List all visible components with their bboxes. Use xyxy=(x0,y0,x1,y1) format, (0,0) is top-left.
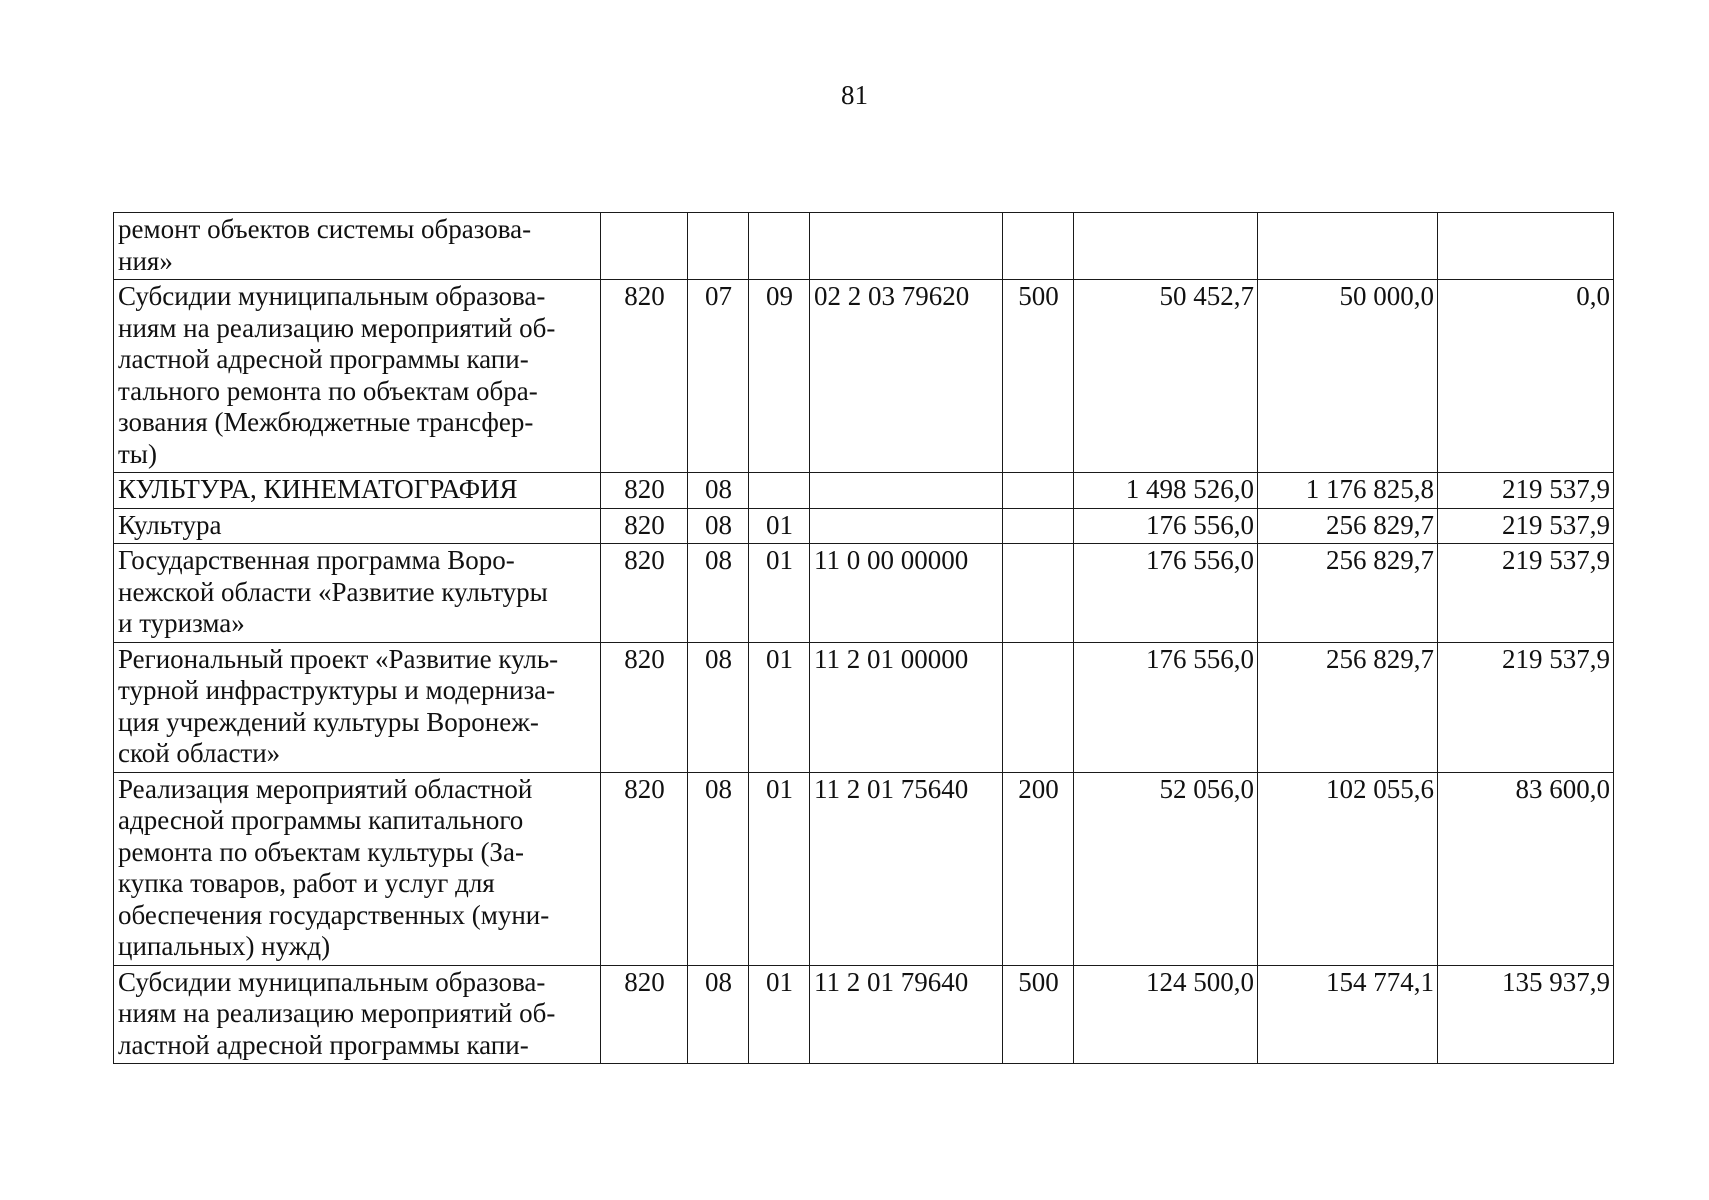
cell-section xyxy=(688,213,749,280)
table-body xyxy=(114,213,1614,1064)
cell-subsection: 01 xyxy=(749,772,810,965)
cell-description xyxy=(114,642,601,772)
cell-expense-type: 500 xyxy=(1003,965,1074,1064)
cell-amount-1: 1 498 526,0 xyxy=(1074,473,1258,509)
table-row xyxy=(114,473,1614,509)
cell-amount-1: 124 500,0 xyxy=(1074,965,1258,1064)
cell-amount-2: 256 829,7 xyxy=(1258,508,1438,544)
table-row xyxy=(114,508,1614,544)
cell-amount-3 xyxy=(1438,213,1614,280)
cell-amount-3: 219 537,9 xyxy=(1438,544,1614,643)
description-line: ремонта по объектам культуры (За- xyxy=(118,836,524,867)
table-row xyxy=(114,772,1614,965)
description-line: ластной адресной программы капи- xyxy=(118,344,529,374)
cell-amount-1 xyxy=(1074,213,1258,280)
cell-ved: 820 xyxy=(601,473,688,509)
description-line: КУЛЬТУРА, КИНЕМАТОГРАФИЯ xyxy=(118,474,518,504)
cell-amount-2: 102 055,6 xyxy=(1258,772,1438,965)
description-line: и туризма» xyxy=(118,608,245,638)
description-line: ремонт объектов системы образова- xyxy=(118,214,532,244)
cell-subsection xyxy=(749,473,810,509)
description-line: ниям на реализацию мероприятий об- xyxy=(118,312,556,343)
cell-ved: 820 xyxy=(601,965,688,1064)
cell-ved: 820 xyxy=(601,544,688,643)
description-line: ния» xyxy=(118,245,173,276)
cell-description xyxy=(114,544,601,643)
cell-target-article: 11 2 01 75640 xyxy=(810,772,1003,965)
description-line: ской области» xyxy=(118,738,281,768)
description-line: Культура xyxy=(118,509,222,540)
cell-ved: 820 xyxy=(601,642,688,772)
cell-ved: 820 xyxy=(601,508,688,544)
cell-subsection: 01 xyxy=(749,965,810,1064)
cell-subsection: 01 xyxy=(749,544,810,643)
cell-amount-1: 176 556,0 xyxy=(1074,544,1258,643)
cell-amount-3: 219 537,9 xyxy=(1438,508,1614,544)
cell-amount-1: 176 556,0 xyxy=(1074,642,1258,772)
cell-target-article: 11 0 00 00000 xyxy=(810,544,1003,643)
cell-target-article: 11 2 01 00000 xyxy=(810,642,1003,772)
cell-section: 08 xyxy=(688,508,749,544)
cell-target-article: 11 2 01 79640 xyxy=(810,965,1003,1064)
description-line: тального ремонта по объектам обра- xyxy=(118,375,538,406)
table-row xyxy=(114,544,1614,643)
description-line: ластной адресной программы капи- xyxy=(118,1029,529,1060)
table-row xyxy=(114,642,1614,772)
cell-subsection: 01 xyxy=(749,642,810,772)
cell-amount-2 xyxy=(1258,213,1438,280)
cell-target-article xyxy=(810,508,1003,544)
cell-ved: 820 xyxy=(601,772,688,965)
table-row xyxy=(114,280,1614,473)
budget-table xyxy=(113,212,1614,1064)
description-line: ты) xyxy=(118,438,157,469)
cell-ved xyxy=(601,213,688,280)
description-line: нежской области «Развитие культуры xyxy=(118,576,548,607)
description-line: Субсидии муниципальным образова- xyxy=(118,966,546,997)
cell-target-article: 02 2 03 79620 xyxy=(810,280,1003,473)
cell-amount-3: 219 537,9 xyxy=(1438,642,1614,772)
cell-target-article xyxy=(810,213,1003,280)
cell-expense-type xyxy=(1003,213,1074,280)
cell-target-article xyxy=(810,473,1003,509)
cell-description xyxy=(114,772,601,965)
description-line: обеспечения государственных (муни- xyxy=(118,899,550,930)
table-row xyxy=(114,213,1614,280)
description-line: Региональный проект «Развитие куль- xyxy=(118,643,559,674)
description-line: ципальных) нужд) xyxy=(118,931,331,961)
cell-section: 08 xyxy=(688,642,749,772)
cell-amount-2: 50 000,0 xyxy=(1258,280,1438,473)
cell-description xyxy=(114,965,601,1064)
cell-description xyxy=(114,473,601,509)
cell-amount-3: 0,0 xyxy=(1438,280,1614,473)
cell-section: 08 xyxy=(688,544,749,643)
description-line: купка товаров, работ и услуг для xyxy=(118,868,495,898)
cell-amount-2: 154 774,1 xyxy=(1258,965,1438,1064)
cell-amount-2: 1 176 825,8 xyxy=(1258,473,1438,509)
cell-description xyxy=(114,280,601,473)
cell-expense-type xyxy=(1003,473,1074,509)
cell-amount-3: 83 600,0 xyxy=(1438,772,1614,965)
cell-amount-3: 219 537,9 xyxy=(1438,473,1614,509)
description-line: Реализация мероприятий областной xyxy=(118,773,533,804)
description-line: турной инфраструктуры и модерниза- xyxy=(118,675,556,705)
cell-subsection xyxy=(749,213,810,280)
cell-section: 08 xyxy=(688,965,749,1064)
cell-section: 08 xyxy=(688,772,749,965)
description-line: Субсидии муниципальным образова- xyxy=(118,281,546,311)
cell-description xyxy=(114,508,601,544)
cell-section: 08 xyxy=(688,473,749,509)
cell-subsection: 09 xyxy=(749,280,810,473)
table-row xyxy=(114,965,1614,1064)
cell-expense-type xyxy=(1003,642,1074,772)
description-line: ция учреждений культуры Воронеж- xyxy=(118,706,539,737)
cell-amount-1: 50 452,7 xyxy=(1074,280,1258,473)
cell-amount-2: 256 829,7 xyxy=(1258,642,1438,772)
cell-amount-3: 135 937,9 xyxy=(1438,965,1614,1064)
cell-expense-type xyxy=(1003,544,1074,643)
description-line: Государственная программа Воро- xyxy=(118,545,515,575)
cell-expense-type xyxy=(1003,508,1074,544)
description-line: ниям на реализацию мероприятий об- xyxy=(118,998,556,1028)
cell-expense-type: 500 xyxy=(1003,280,1074,473)
cell-amount-1: 176 556,0 xyxy=(1074,508,1258,544)
description-line: адресной программы капитального xyxy=(118,805,524,835)
cell-description xyxy=(114,213,601,280)
page-number: 81 xyxy=(841,80,868,110)
cell-expense-type: 200 xyxy=(1003,772,1074,965)
cell-amount-1: 52 056,0 xyxy=(1074,772,1258,965)
description-line: зования (Межбюджетные трансфер- xyxy=(118,407,534,437)
cell-subsection: 01 xyxy=(749,508,810,544)
cell-ved: 820 xyxy=(601,280,688,473)
cell-amount-2: 256 829,7 xyxy=(1258,544,1438,643)
cell-section: 07 xyxy=(688,280,749,473)
